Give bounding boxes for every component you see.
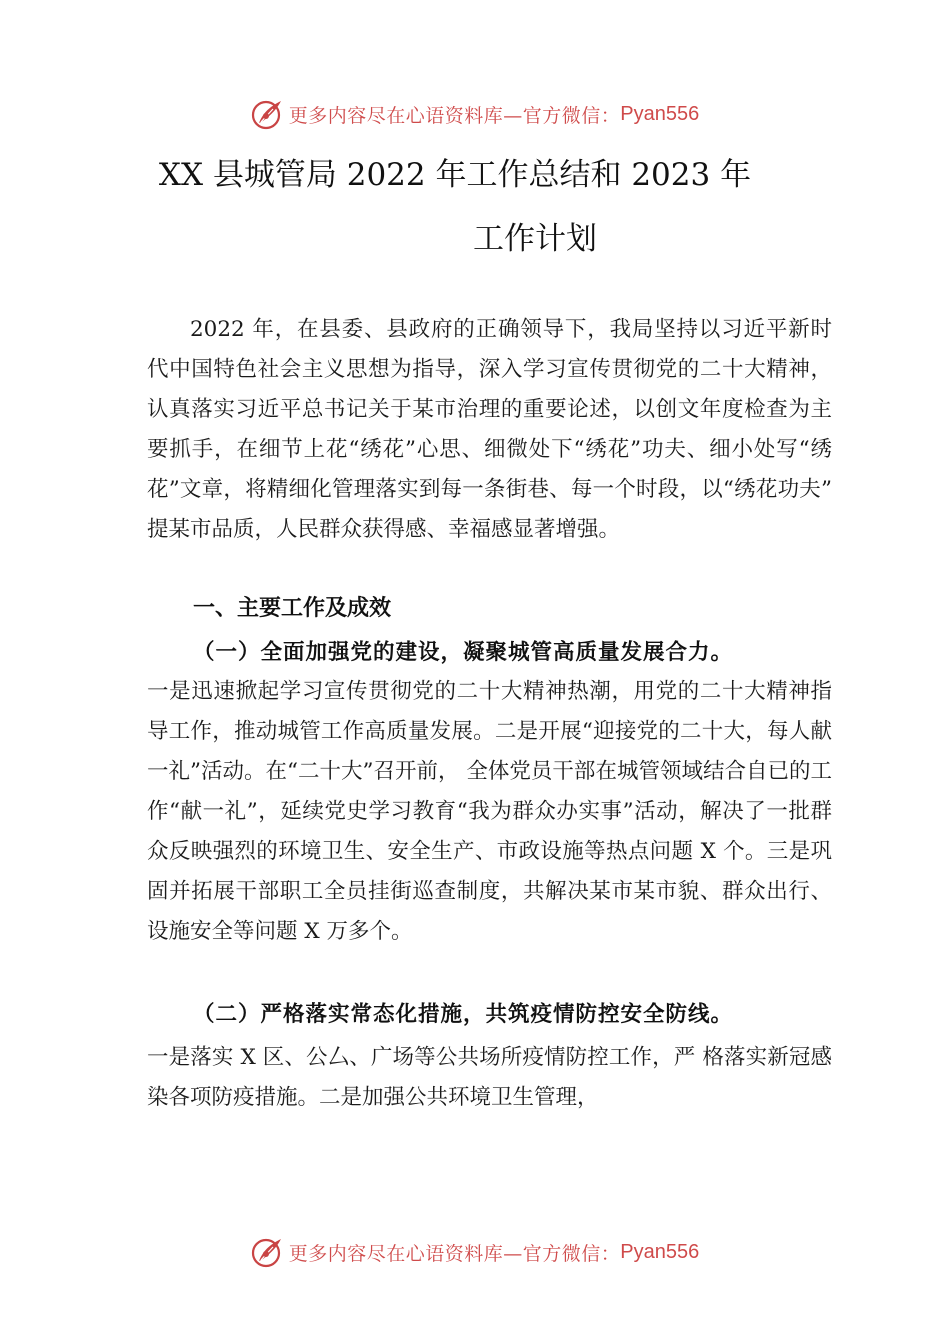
subsection2-heading: （二）严格落实常态化措施，共筑疫情防控安全防线。 xyxy=(193,1002,734,1027)
banner-wechat-id: Pyan556 xyxy=(620,1240,700,1263)
banner-text: 更多内容尽在心语资料库—官方微信： xyxy=(288,1242,621,1265)
subsection1-body: 一是迅速掀起学习宣传贯彻党的二十大精神热潮，用党的二十大精神指导工作，推动城管工作高质量发展。二是开展“迎接党的二十大，每人献一礼”活动。在“二十大”召开前， 全体党员干部在城管领域结合自已的工作“献一礼”，延续党史学习教育“我为群众办实事”活动，解决了一批群众反映强烈的环境卫生、安全生产、市政设施等热点问题 X 个。三是巩固并拓展干部职工全员挂街巡查制度，共解决某市某市貌、群众出行、设施安全等问题 X 万多个。 xyxy=(147,679,832,944)
feather-pen-logo-icon xyxy=(251,97,285,131)
banner-wechat-id: Pyan556 xyxy=(620,102,700,125)
subsection1-heading: （一）全面加强党的建设，凝聚城管高质量发展合力。 xyxy=(193,640,734,665)
intro-paragraph: 2022 年，在县委、县政府的正确领导下，我局坚持以习近平新时代中国特色社会主义思想为指导，深入学习宣传贯彻党的二十大精神，认真落实习近平总书记关于某市治理的重要论述，以创文年度检查为主要抓手，在细节上花“绣花”心思、细微处下“绣花”功夫、细小处写“绣花”文章，将精细化管理落实到每一条街巷、每一个时段，以“绣花功夫” 提某市品质，人民群众获得感、幸福感显著增强。 xyxy=(147,317,832,542)
header-banner xyxy=(0,94,950,134)
feather-pen-logo-icon xyxy=(251,1235,285,1269)
section1-heading: 一、主要工作及成效 xyxy=(193,596,392,621)
document-title-line1: XX 县城管局 2022 年工作总结和 2023 年 xyxy=(158,157,752,193)
document-title-line2: 工作计划 xyxy=(473,221,597,257)
banner-text: 更多内容尽在心语资料库—官方微信： xyxy=(288,104,621,127)
footer-banner xyxy=(0,1232,950,1272)
subsection2-body: 一是落实 X 区、公厶、广场等公共场所疫情防控工作，严 格落实新冠感染各项防疫措施。二是加强公共环境卫生管理， xyxy=(147,1045,832,1110)
